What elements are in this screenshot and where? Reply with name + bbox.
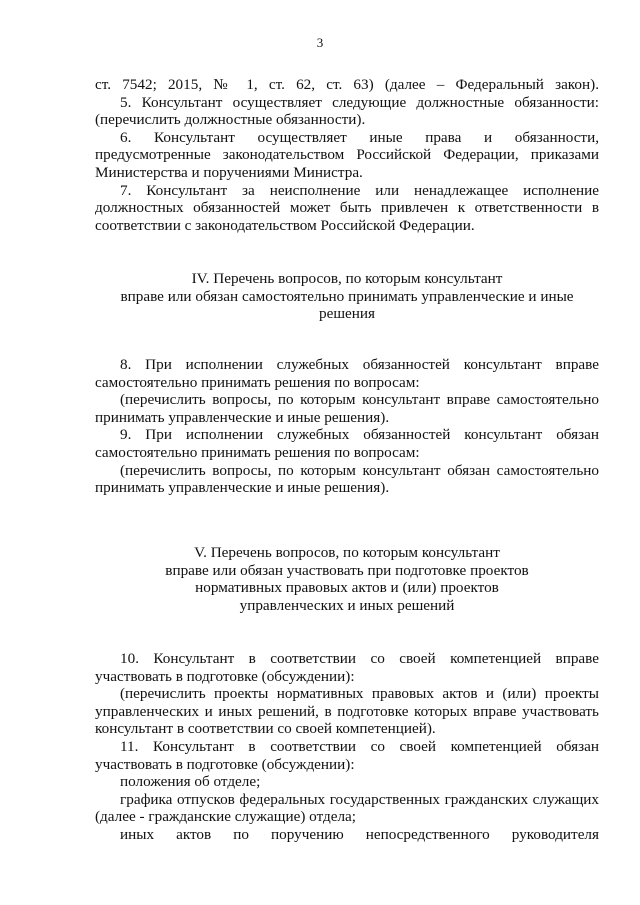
text-line: консультант в соответствии со своей компетенцией).	[95, 720, 436, 738]
text-line: предусмотренные законодательством Российской Федерации, приказами	[95, 146, 599, 164]
text-line: принимать управленческие и иные решения).	[95, 479, 390, 497]
text-line: (перечислить вопросы, по которым консультант обязан самостоятельно	[120, 461, 599, 479]
text-line: самостоятельно принимать решения по вопросам:	[95, 443, 420, 461]
heading-line: решения	[318, 305, 375, 323]
text-line: самостоятельно принимать решения по вопросам:	[95, 373, 420, 391]
text-line: (перечислить вопросы, по которым консультант вправе самостоятельно	[120, 391, 599, 409]
text-line: (перечислить проекты нормативных правовых актов и (или) проекты	[120, 685, 599, 703]
text-line: 7. Консультант за неисполнение или ненадлежащее исполнение	[120, 181, 599, 199]
section-4-heading	[95, 270, 599, 323]
text-line: 5. Консультант осуществляет следующие должностные обязанности:	[120, 93, 599, 111]
text-line: 8. При исполнении служебных обязанностей консультант вправе	[120, 356, 599, 373]
text-line: должностных обязанностей может быть привлечен к ответственности в	[95, 199, 599, 217]
text-line: управленческих и иных решений, в подготовке которых вправе участвовать	[95, 702, 599, 720]
section-4-body	[95, 356, 599, 497]
text-line: ст. 7542; 2015, № 1, ст. 62, ст. 63) (далее – Федеральный закон).	[95, 76, 599, 93]
heading-line: вправе или обязан участвовать при подготовке проектов	[165, 561, 529, 579]
text-line: Министерства и поручениями Министра.	[95, 163, 363, 181]
text-line: иных актов по поручению непосредственного руководителя	[120, 825, 599, 843]
text-line: (далее - гражданские служащие) отдела;	[95, 808, 357, 826]
text-line: участвовать в подготовке (обсуждении):	[95, 755, 355, 773]
text-line: графика отпусков федеральных государственных гражданских служащих	[120, 790, 599, 808]
page-number: 3	[316, 35, 324, 50]
text-line: 10. Консультант в соответствии со своей компетенцией вправе	[120, 650, 599, 667]
heading-line: вправе или обязан самостоятельно принимать управленческие и иные	[120, 287, 574, 305]
text-line: участвовать в подготовке (обсуждении):	[95, 667, 355, 685]
section-5-heading	[95, 544, 599, 614]
heading-line: управленческих и иных решений	[239, 596, 455, 614]
top-paragraphs	[95, 76, 599, 234]
heading-line: IV. Перечень вопросов, по которым консультант	[191, 270, 503, 287]
text-line: принимать управленческие и иные решения).	[95, 408, 390, 426]
text-line: 9. При исполнении служебных обязанностей консультант обязан	[120, 426, 599, 444]
text-line: положения об отделе;	[120, 773, 261, 791]
text-line: 11. Консультант в соответствии со своей компетенцией обязан	[120, 737, 599, 755]
heading-line: нормативных правовых актов и (или) проектов	[195, 579, 499, 597]
heading-line: V. Перечень вопросов, по которым консультант	[194, 544, 500, 561]
text-line: соответствии с законодательством Российской Федерации.	[95, 216, 475, 234]
text-line: (перечислить должностные обязанности).	[95, 111, 366, 129]
section-5-body	[95, 650, 599, 844]
text-line: 6. Консультант осуществляет иные права и обязанности,	[120, 128, 599, 146]
